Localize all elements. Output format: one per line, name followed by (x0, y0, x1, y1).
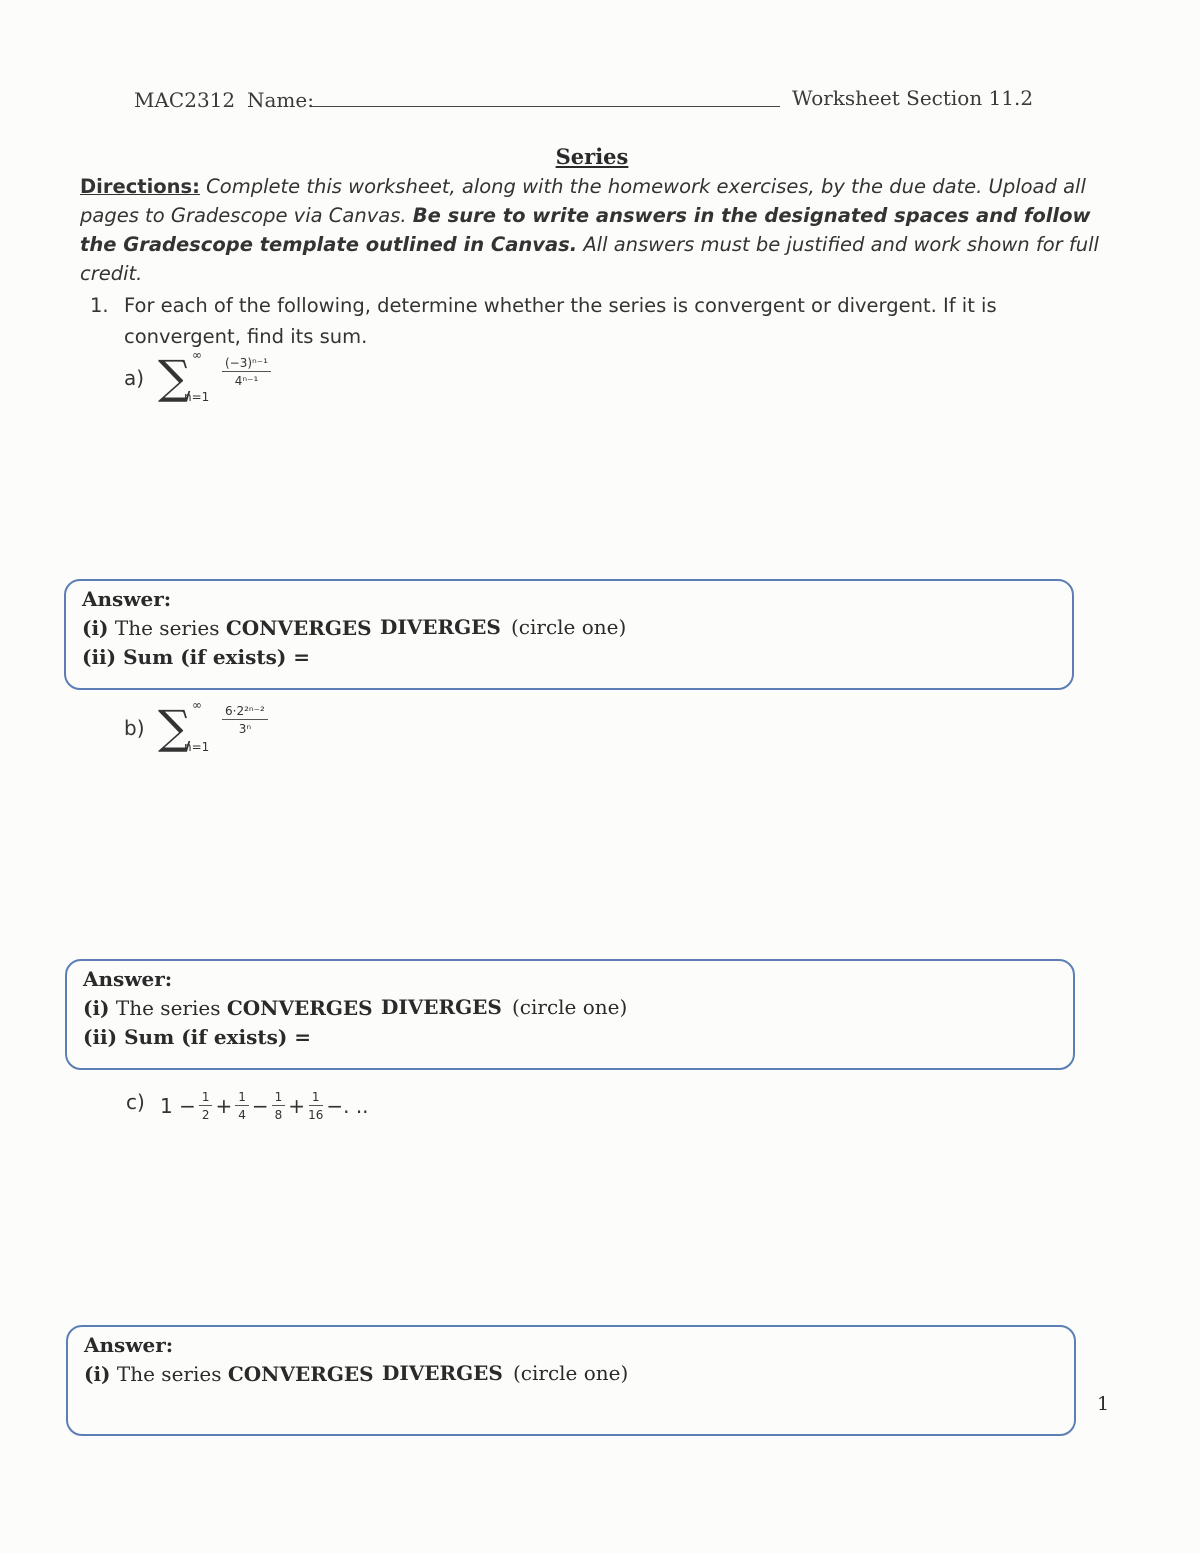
name-label: Name: (247, 88, 314, 112)
circle-one-note-a: (circle one) (511, 615, 627, 639)
sum-lower-b: n=1 (184, 740, 210, 754)
fraction-a-denominator: 4ⁿ⁻¹ (234, 374, 259, 388)
question-number: 1. (90, 294, 109, 317)
circle-one-note-b: (circle one) (512, 995, 628, 1019)
circle-one-note-c: (circle one) (513, 1361, 629, 1385)
sum-lower-a: n=1 (184, 390, 210, 404)
fraction-c-4: $\frac{1}{16}$ (308, 1090, 324, 1122)
directions-label: Directions: (80, 175, 200, 198)
directions-text-2: All answers must be justified and work shown for full credit. (80, 233, 1099, 285)
answer-box-a[interactable] (64, 579, 1074, 690)
answer-label-b: Answer: (83, 967, 173, 991)
fraction-c-2: $\frac{1}{4}$ (235, 1090, 249, 1122)
page-title: Series (555, 144, 629, 169)
op-c-3: + (288, 1094, 306, 1118)
diverges-option-c[interactable]: DIVERGES (382, 1361, 503, 1385)
op-c-1: + (215, 1094, 233, 1118)
part-a-label: a) (124, 366, 145, 390)
op-c-2: − (251, 1094, 269, 1118)
part-c-label: c) (126, 1090, 145, 1114)
fraction-b (222, 704, 268, 736)
answer-box-c[interactable] (66, 1325, 1076, 1436)
page-number: 1 (1097, 1393, 1110, 1415)
answer-line-i-c: (i) The series CONVERGES (84, 1362, 374, 1386)
question-text: For each of the following, determine whether the series is convergent or divergent. If it is convergent, find its sum. (124, 294, 997, 348)
answer-i-text: The series (108, 616, 226, 640)
directions (80, 172, 1120, 288)
sum-upper-a: ∞ (192, 348, 202, 362)
answer-box-b[interactable] (65, 959, 1075, 1070)
fraction-a (222, 356, 271, 388)
diverges-option-b[interactable]: DIVERGES (381, 995, 502, 1019)
converges-option-a[interactable]: CONVERGES (225, 616, 372, 640)
sigma-symbol-a: ∑ (158, 350, 191, 404)
series-c-first-term: 1 − (160, 1094, 196, 1118)
name-field-line[interactable] (310, 106, 780, 107)
answer-label-a: Answer: (82, 587, 172, 611)
answer-line-i-a (82, 616, 372, 640)
answer-line-ii-b: (ii) Sum (if exists) = (83, 1025, 312, 1049)
series-c-tail: −. .. (326, 1094, 369, 1118)
directions-text-1: Complete this worksheet, along with the homework exercises, by the due date. Upload all pages to Gradescope via Canvas. (80, 175, 1086, 227)
converges-option-b[interactable]: CONVERGES (226, 996, 373, 1020)
fraction-c-1: $\frac{1}{2}$ (199, 1090, 213, 1122)
answer-i-prefix: (i) (82, 616, 109, 640)
fraction-b-denominator: 3ⁿ (238, 722, 252, 736)
answer-line-i-b: (i) The series CONVERGES (83, 996, 373, 1020)
answer-line-ii-a: (ii) Sum (if exists) = (82, 645, 311, 669)
diverges-option-a[interactable]: DIVERGES (380, 615, 501, 639)
converges-option-c[interactable]: CONVERGES (227, 1362, 374, 1386)
course-code: MAC2312 (134, 88, 236, 112)
fraction-b-numerator: 6·2²ⁿ⁻² (222, 704, 268, 720)
series-c (160, 1090, 369, 1122)
answer-label-c: Answer: (84, 1333, 174, 1357)
directions-emphasis: Be sure to write answers in the designated spaces and follow the Gradescope template outlined in Canvas. (80, 204, 1091, 256)
fraction-c-3: $\frac{1}{8}$ (272, 1090, 286, 1122)
fraction-a-numerator: (−3)ⁿ⁻¹ (222, 356, 271, 372)
sum-upper-b: ∞ (192, 698, 202, 712)
worksheet-title: Worksheet Section 11.2 (792, 86, 1034, 110)
sigma-symbol-b: ∑ (158, 700, 191, 754)
part-b-label: b) (124, 716, 145, 740)
